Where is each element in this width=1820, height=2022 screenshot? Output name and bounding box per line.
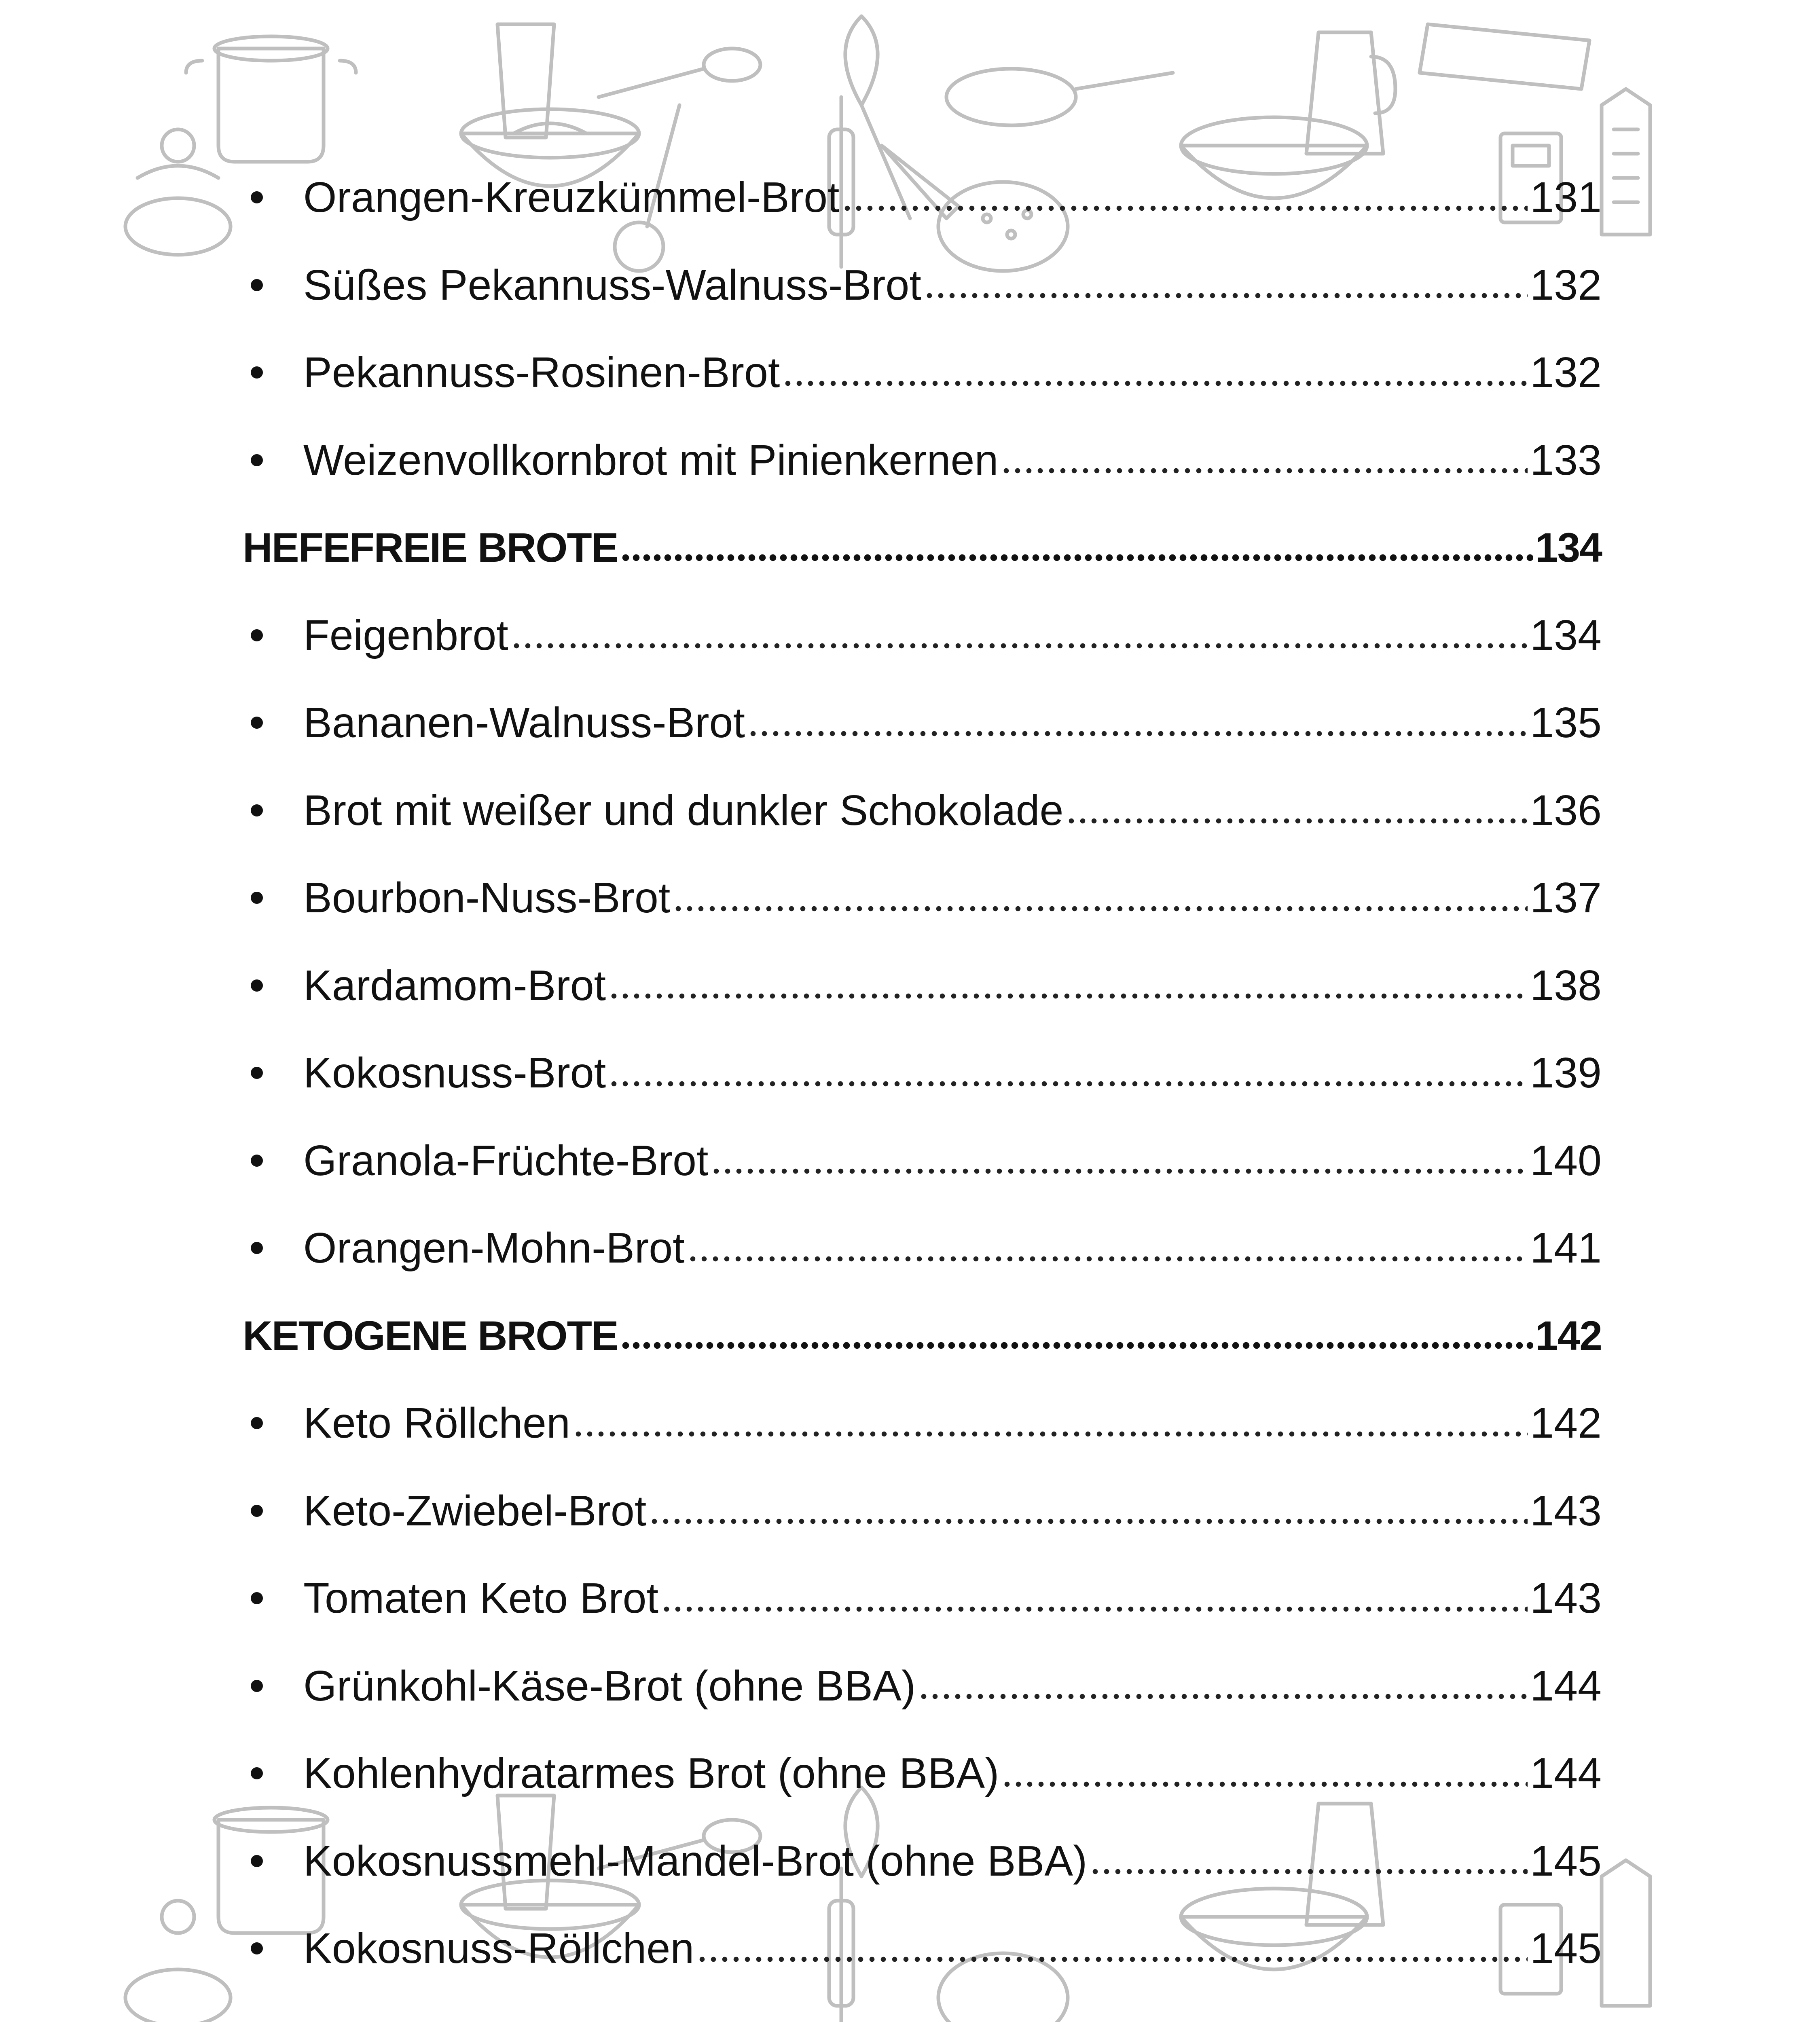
bullet-icon <box>251 1592 263 1604</box>
bullet-icon <box>251 1155 263 1167</box>
bullet-icon <box>251 1855 263 1867</box>
toc-entry-title: Kokosnuss-Röllchen <box>303 1925 694 1973</box>
spoon-icon <box>599 49 760 97</box>
toc-entry[interactable] <box>243 1730 1602 1817</box>
table-of-contents <box>243 154 1602 1992</box>
toc-entry[interactable] <box>243 1817 1602 1905</box>
toc-page-number: 133 <box>1530 436 1602 484</box>
pot-icon <box>186 36 356 162</box>
toc-entry[interactable] <box>243 942 1602 1030</box>
bullet-icon <box>251 1067 263 1079</box>
dot-leader <box>747 701 1528 744</box>
toc-section-title: KETOGENE BROTE <box>243 1312 618 1359</box>
dot-leader <box>687 1227 1528 1269</box>
toc-page-number: 144 <box>1530 1662 1602 1710</box>
bullet-icon <box>251 1417 263 1429</box>
dot-leader <box>1066 789 1528 832</box>
dot-leader <box>649 1489 1528 1532</box>
toc-page-number: 140 <box>1530 1136 1602 1184</box>
toc-entry-title: Brot mit weißer und dunkler Schokolade <box>303 786 1064 834</box>
dot-leader <box>696 1927 1528 1970</box>
toc-page-number: 142 <box>1535 1312 1602 1359</box>
toc-entry-title: Orangen-Mohn-Brot <box>303 1224 685 1272</box>
toc-page-number: 135 <box>1530 699 1602 747</box>
bullet-icon <box>251 1242 263 1254</box>
glass-icon <box>497 24 554 137</box>
dot-leader <box>661 1577 1528 1620</box>
dot-leader <box>620 1315 1533 1356</box>
toc-page-number: 132 <box>1530 349 1602 397</box>
toc-entry-title: Keto-Zwiebel-Brot <box>303 1487 647 1535</box>
toc-entry[interactable] <box>243 592 1602 679</box>
bullet-icon <box>251 804 263 816</box>
toc-entry-title: Granola-Früchte-Brot <box>303 1136 709 1184</box>
toc-entry[interactable] <box>243 241 1602 329</box>
toc-entry-title: Kohlenhydratarmes Brot (ohne BBA) <box>303 1749 999 1798</box>
toc-entry[interactable] <box>243 1117 1602 1205</box>
grater-icon <box>1602 89 1650 235</box>
dot-leader <box>918 1665 1528 1707</box>
toc-entry-title: Bananen-Walnuss-Brot <box>303 699 745 747</box>
toc-page-number: 139 <box>1530 1049 1602 1097</box>
toc-entry[interactable] <box>243 767 1602 854</box>
toc-entry[interactable] <box>243 1467 1602 1555</box>
dot-leader <box>782 351 1528 394</box>
pot-lid-icon <box>125 1901 231 2022</box>
toc-page-number: 136 <box>1530 786 1602 834</box>
bullet-icon <box>251 279 263 291</box>
toc-page-number: 143 <box>1530 1487 1602 1535</box>
toc-page-number: 131 <box>1530 173 1602 222</box>
toc-entry[interactable] <box>243 329 1602 417</box>
toc-page-number: 144 <box>1530 1749 1602 1798</box>
dot-leader <box>573 1402 1528 1445</box>
toc-section-heading[interactable] <box>243 1292 1602 1380</box>
toc-page-number: 143 <box>1530 1574 1602 1622</box>
bullet-icon <box>251 366 263 379</box>
toc-page-number: 132 <box>1530 261 1602 309</box>
bullet-icon <box>251 454 263 466</box>
toc-entry-title: Grünkohl-Käse-Brot (ohne BBA) <box>303 1662 916 1710</box>
toc-entry[interactable] <box>243 1905 1602 1992</box>
dot-leader <box>842 176 1528 219</box>
grater-icon <box>1602 1860 1650 2006</box>
toc-entry-title: Bourbon-Nuss-Brot <box>303 874 671 922</box>
toc-entry[interactable] <box>243 1642 1602 1730</box>
toc-entry-title: Kokosnussmehl-Mandel-Brot (ohne BBA) <box>303 1837 1088 1885</box>
toc-page-number: 142 <box>1530 1399 1602 1447</box>
toc-entry[interactable] <box>243 854 1602 942</box>
bullet-icon <box>251 1505 263 1517</box>
toc-page-number: 134 <box>1535 525 1602 571</box>
toc-entry-title: Tomaten Keto Brot <box>303 1574 658 1622</box>
dot-leader <box>924 264 1528 307</box>
toc-entry[interactable] <box>243 1379 1602 1467</box>
toc-page-number: 141 <box>1530 1224 1602 1272</box>
bullet-icon <box>251 629 263 641</box>
bullet-icon <box>251 892 263 904</box>
toc-entry[interactable] <box>243 417 1602 504</box>
toc-entry-title: Feigenbrot <box>303 611 508 659</box>
jug-icon <box>1306 32 1395 154</box>
dot-leader <box>1001 439 1528 482</box>
toc-entry-title: Pekannuss-Rosinen-Brot <box>303 349 780 397</box>
dot-leader <box>711 1139 1528 1182</box>
dot-leader <box>673 876 1528 919</box>
dot-leader <box>511 614 1528 657</box>
bullet-icon <box>251 717 263 729</box>
toc-entry-title: Kardamom-Brot <box>303 961 606 1009</box>
bullet-icon <box>251 1680 263 1692</box>
bullet-icon <box>251 979 263 992</box>
toc-section-title: HEFEFREIE BROTE <box>243 525 618 571</box>
dot-leader <box>1090 1840 1528 1882</box>
pan-icon <box>946 69 1173 125</box>
toc-section-heading[interactable] <box>243 504 1602 592</box>
dot-leader <box>620 527 1533 568</box>
toc-entry-title: Keto Röllchen <box>303 1399 570 1447</box>
bullet-icon <box>251 1767 263 1779</box>
pan-icon <box>1420 24 1589 89</box>
toc-page-number: 145 <box>1530 1837 1602 1885</box>
toc-page-number: 137 <box>1530 874 1602 922</box>
toc-entry[interactable] <box>243 1555 1602 1642</box>
bullet-icon <box>251 1942 263 1954</box>
toc-entry-title: Süßes Pekannuss-Walnuss-Brot <box>303 261 921 309</box>
toc-page-number: 138 <box>1530 961 1602 1009</box>
toc-entry[interactable] <box>243 154 1602 241</box>
dot-leader <box>1001 1752 1528 1795</box>
toc-page-number: 134 <box>1530 611 1602 659</box>
toc-entry-title: Kokosnuss-Brot <box>303 1049 606 1097</box>
toc-entry[interactable] <box>243 1029 1602 1117</box>
dot-leader <box>608 1051 1528 1094</box>
pot-lid-icon <box>125 129 231 255</box>
toc-entry-title: Weizenvollkornbrot mit Pinienkernen <box>303 436 999 484</box>
bullet-icon <box>251 191 263 203</box>
toc-page-number: 145 <box>1530 1925 1602 1973</box>
toc-entry[interactable] <box>243 679 1602 767</box>
toc-entry-title: Orangen-Kreuzkümmel-Brot <box>303 173 840 222</box>
dot-leader <box>608 964 1528 1007</box>
toc-entry[interactable] <box>243 1204 1602 1292</box>
